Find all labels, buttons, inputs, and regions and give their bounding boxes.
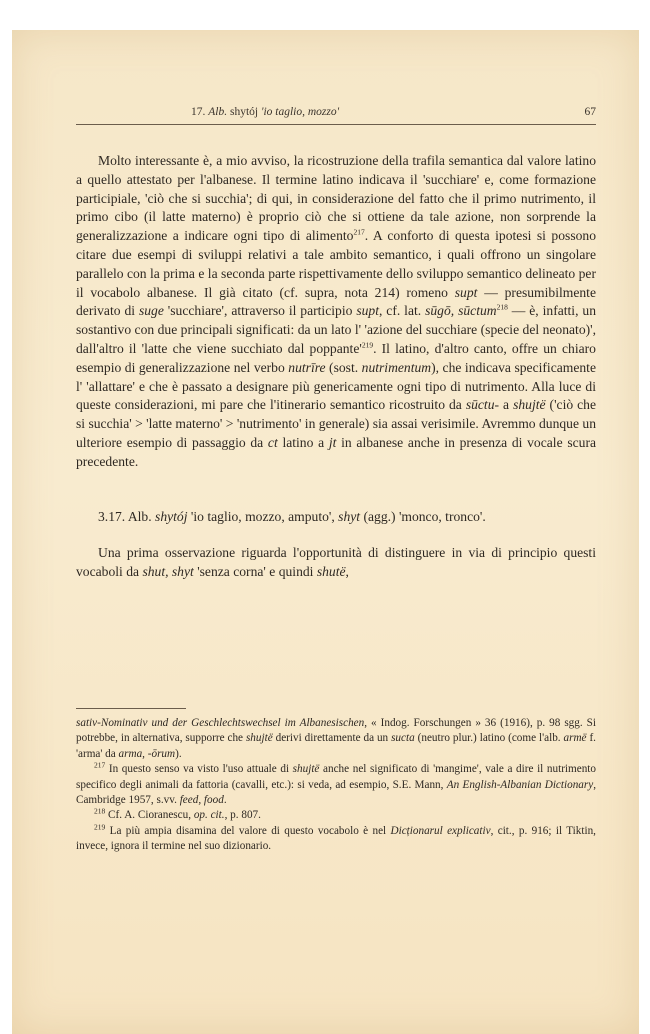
footnote-rule <box>76 708 186 709</box>
section-number: 17. <box>191 106 209 118</box>
page-number: 67 <box>584 106 596 118</box>
title-abbrev: Alb. <box>208 106 228 118</box>
book-page <box>12 30 639 1034</box>
title-gloss: 'io taglio, mozzo' <box>260 106 340 118</box>
footnote-218: $^{218}$ Cf. A. Cioranescu, op. cit., p. 807. <box>94 806 261 822</box>
footnotes <box>76 716 596 855</box>
footnote-ref-219: 219 <box>361 340 374 350</box>
paragraph-1: Molto interessante è, a mio avviso, la ricostruzione della trafila semantica dal valore latino a quello attestato per l'albanese. Il termine latino indicava il 'succhiare' e, come formazione participiale, 'ciò che si succhia'; di qui, in considerazione del fatto che il primo nutrimento, il primo cibo (il latte materno) è proprio ciò che si ottiene da tale azione, non sorprende la generalizzazione a indicare ogni tipo di alimento$^{217}$. A conforto di questa ipotesi si possono citare due esempi di sviluppi relativi a tale ambito semantico, i quali offrono un singolare parallelo con la prima e la seconda parte rispettivamente dello sviluppo semantico delineato per il vocabolo albanese. Il già citato (cf. supra, nota 214) romeno supt — presumibilmente derivato di suge 'succhiare', attraverso il participio supt, cf. lat. sūgō, sūctum$^{218}$ — è, infatti, un sostantivo con due principali significati: da un lato l' 'azione del succhiare (specie del neonato)', dall'altro il 'latte che viene succhiato dal $poppante'^{219}$. Il latino, d'altro canto, offre un chiaro esempio di generalizzazione nel verbo nutrīre (sost. nutrimentum), che indicava specificamente l' 'allattare' e che è passato a designare più genericamente ogni tipo di nutrimento. Alla luce di queste considerazioni, mi pare che l'itinerario semantico ricostruito da sūctu- a shujtë ('ciò che si succhia' > 'latte materno' > 'nutrimento' in generale) sia assai verisimile. Avremmo dunque un ulteriore esempio di passaggio da ct latino a jt in albanese anche in presenza di vocale scura precedente. <box>76 153 597 469</box>
running-title <box>191 106 339 118</box>
footnote-continuation: sativ-Nominativ und der Geschlechtswechsel im Albanesischen, « Indog. Forschungen » 36 (1916), p. 98 sgg. Si potrebbe, in alternativa, supporre che shujtë derivi direttamente da un sucta (neutro plur.) latino (come l'alb. armë f. 'arma' da arma, -ōrum). <box>76 717 596 760</box>
footnote-ref-217: 217 <box>353 227 365 237</box>
paragraph-2: Una prima osservazione riguarda l'opportunità di distinguere in via di principio questi vocaboli da shut, shyt 'senza corna' e quindi shutë, <box>76 545 596 580</box>
title-word: shytój <box>227 106 261 118</box>
header-rule <box>76 124 596 125</box>
section-heading: 3.17. Alb. shytój 'io taglio, mozzo, amputo', shyt (agg.) 'monco, tronco'. <box>98 508 486 524</box>
footnote-ref-218: 218 <box>496 302 508 312</box>
footnote-219: $^{219}$ La più ampia disamina del valore di questo vocabolo è nel Dicționarul explicativ, cit., p. 916; il Tiktin, invece, ignora il termine nel suo dizionario. <box>76 822 596 853</box>
footnote-217: $^{217}$ In questo senso va visto l'uso attuale di shujtë anche nel significato di 'mangime', vale a dire il nutrimento specifico degli animali da fattoria (cavalli, etc.): si veda, ad esempio, S.E. Mann, An English-Albanian Dictionary, Cambridge 1957, s.vv. feed, food. <box>76 760 597 807</box>
main-text <box>76 152 596 582</box>
